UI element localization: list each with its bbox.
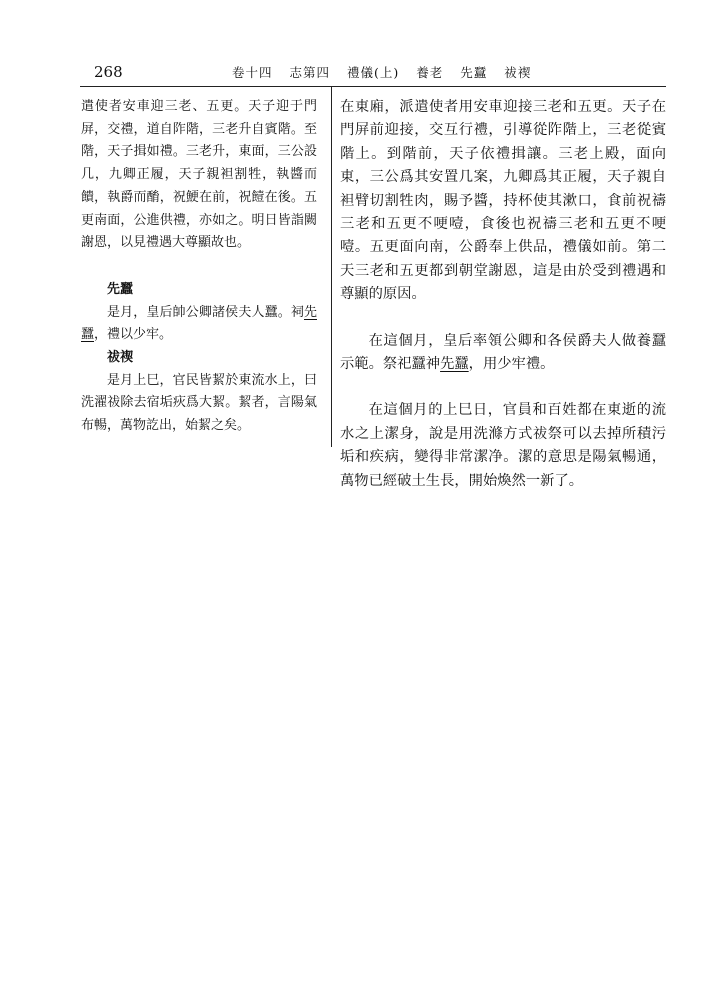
translation-silkworm-text-2: ，用少牢禮。: [468, 356, 555, 373]
heading-purification: 祓禊: [107, 350, 134, 366]
header-rule: [80, 86, 666, 87]
running-head-section-purification: 祓禊: [504, 65, 532, 80]
classical-silkworm-text-2: ，禮以少牢。: [94, 327, 173, 343]
running-head-treatise: 志第四: [289, 65, 331, 80]
running-head: [232, 63, 531, 81]
heading-silkworm: 先蠶: [107, 281, 134, 297]
translation-column: [340, 96, 666, 493]
column-divider: [331, 87, 332, 447]
translation-paragraph-silkworm: [340, 330, 666, 377]
classical-paragraph-elders: 遣使者安車迎三老、五更。天子迎于門屏，交禮，道自阼階，三老升自賓階。至階，天子揖如禮。三老升，東面，三公設几，九卿正履，天子親袒割牲，執醬而饋，執爵而酳，祝鯁在前，祝饐在後。五更南面，公進供禮，亦如之。明日皆詣闕謝恩，以見禮遇大尊顯故也。: [81, 99, 317, 251]
underlined-term-silkworm: 先蠶: [81, 304, 317, 343]
translation-paragraph-elders: 在東廂，派遣使者用安車迎接三老和五更。天子在門屏前迎接，交互行禮，引導從阼階上，三老從賓階上。到階前，天子依禮揖讓。三老上殿，面向東，三公爲其安置几案，九卿爲其正履，天子親自袒臂切割牲肉，賜予醬，持杯使其漱口，食前祝禱三老和五更不哽噎，食後也祝禱三老和五更不哽噎。五更面向南，公爵奉上供品，禮儀如前。第二天三老和五更都到朝堂謝恩，這是由於受到禮遇和尊顯的原因。: [340, 99, 666, 303]
classical-paragraph-silkworm: [81, 302, 317, 347]
translation-silkworm-text-1: 在這個月，皇后率領公卿和各侯爵夫人做養蠶示範。祭祀蠶神: [340, 332, 666, 373]
classical-text-column: [81, 96, 317, 438]
running-head-section-elders: 養老: [416, 65, 444, 80]
translation-paragraph-purification: 在這個月的上巳日，官員和百姓都在東逝的流水之上潔身，說是用洗滌方式祓祭可以去掉所積污垢和疾病，變得非常潔净。潔的意思是陽氣暢通，萬物已經破土生長，開始煥然一新了。: [340, 402, 666, 489]
running-head-section-silkworm: 先蠶: [460, 65, 488, 80]
running-head-chapter: 禮儀(上): [347, 65, 400, 80]
underlined-term-silkworm-translation: 先蠶: [440, 356, 469, 373]
running-head-volume: 卷十四: [232, 65, 273, 80]
classical-silkworm-text-1: 是月，皇后帥公卿諸侯夫人蠶。祠: [107, 304, 304, 320]
classical-paragraph-purification: 是月上巳，官民皆絜於東流水上，曰洗濯祓除去宿垢疢爲大絜。絜者，言陽氣布暢，萬物訖出，始絜之矣。: [81, 372, 317, 434]
page-number: 268: [94, 63, 123, 81]
